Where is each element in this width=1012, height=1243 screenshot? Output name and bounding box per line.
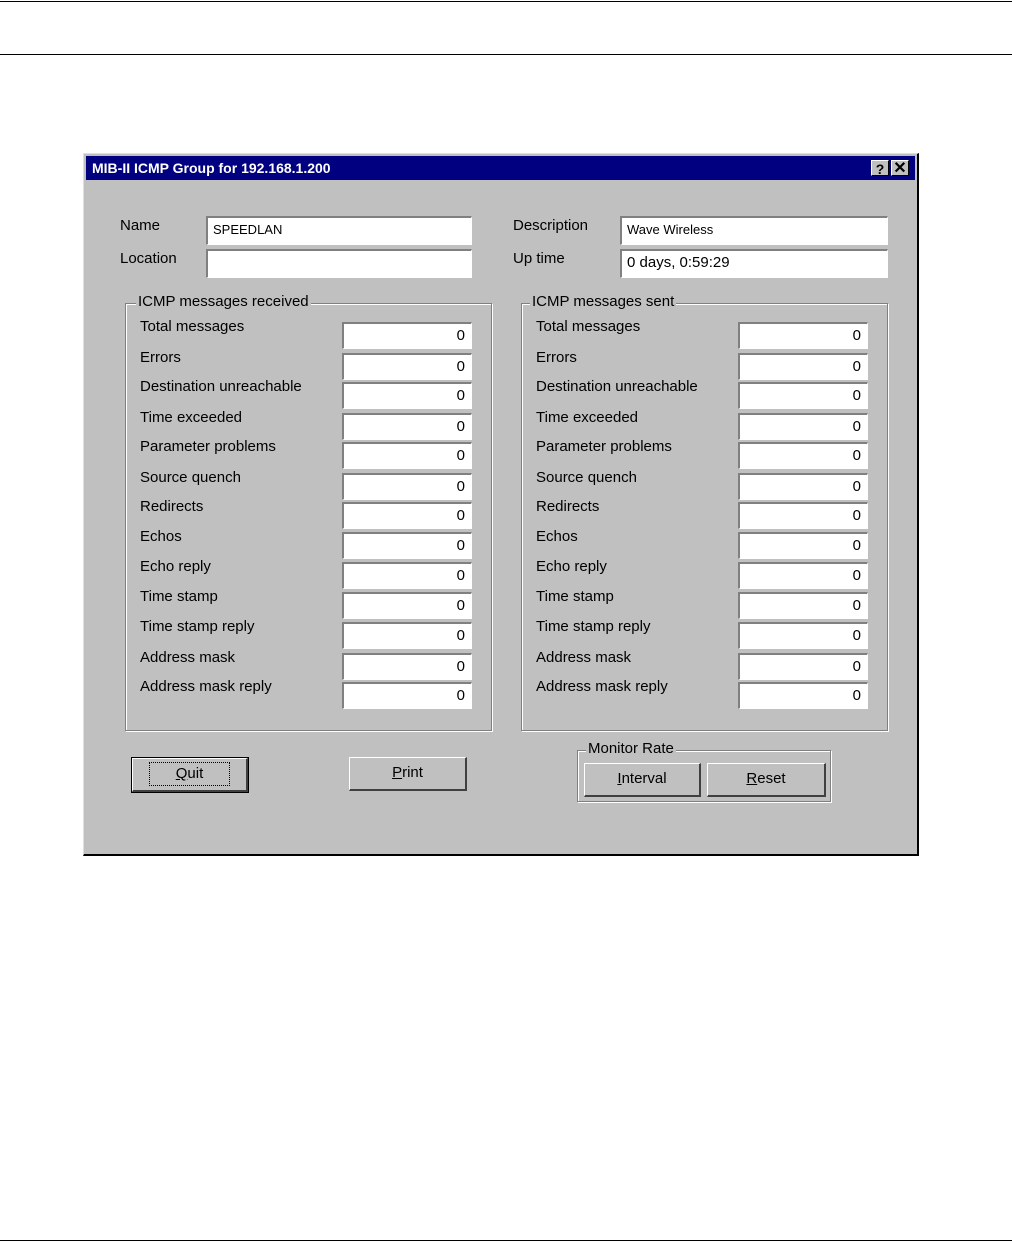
sent-group-title: ICMP messages sent xyxy=(532,293,675,310)
received-group xyxy=(125,293,492,731)
received-row-label: Time stamp xyxy=(140,588,218,605)
description-field[interactable]: Wave Wireless xyxy=(620,216,888,245)
sent-row xyxy=(522,378,887,405)
sent-row-value: 0 xyxy=(738,682,868,709)
sent-row-label: Destination unreachable xyxy=(536,378,698,395)
sent-row-label: Address mask reply xyxy=(536,678,668,695)
sent-row-label: Errors xyxy=(536,349,577,366)
reset-label: eset xyxy=(757,770,786,787)
sent-row-label: Address mask xyxy=(536,649,632,666)
top-rule xyxy=(0,1,1012,2)
sent-row-value: 0 xyxy=(738,653,868,680)
title-bar xyxy=(86,156,915,180)
sent-group xyxy=(521,293,888,731)
quit-mnemonic: Q xyxy=(175,765,188,782)
sent-row-label: Time exceeded xyxy=(536,409,638,426)
sent-row-value: 0 xyxy=(738,353,868,380)
icmp-dialog xyxy=(83,153,919,856)
received-row xyxy=(126,378,491,405)
sent-row xyxy=(522,528,887,555)
sent-row-label: Time stamp xyxy=(536,588,614,605)
sent-row xyxy=(522,469,887,496)
received-row-label: Redirects xyxy=(140,498,204,515)
received-row-value: 0 xyxy=(342,353,472,380)
reset-mnemonic: R xyxy=(746,770,758,787)
sent-row-value: 0 xyxy=(738,502,868,529)
sent-row xyxy=(522,618,887,645)
sent-row-value: 0 xyxy=(738,322,868,349)
close-icon: ✕ xyxy=(893,160,907,177)
received-row xyxy=(126,349,491,376)
sent-row xyxy=(522,409,887,436)
received-row-label: Time exceeded xyxy=(140,409,242,426)
print-mnemonic: P xyxy=(392,764,403,781)
uptime-field: 0 days, 0:59:29 xyxy=(620,249,888,278)
quit-button[interactable] xyxy=(132,758,248,792)
interval-label: nterval xyxy=(621,770,667,787)
header-rule xyxy=(0,54,1012,55)
received-row xyxy=(126,438,491,465)
sent-row xyxy=(522,498,887,525)
received-row-label: Total messages xyxy=(140,318,245,335)
sent-row-value: 0 xyxy=(738,532,868,559)
received-row xyxy=(126,409,491,436)
received-row xyxy=(126,318,491,345)
received-row-value: 0 xyxy=(342,562,472,589)
footer-rule xyxy=(0,1240,1012,1241)
monitor-rate-group xyxy=(577,740,831,802)
sent-row-label: Redirects xyxy=(536,498,600,515)
received-row xyxy=(126,558,491,585)
sent-row xyxy=(522,588,887,615)
received-row-label: Address mask reply xyxy=(140,678,272,695)
sent-row-label: Time stamp reply xyxy=(536,618,651,635)
location-label: Location xyxy=(120,250,177,267)
sent-row-value: 0 xyxy=(738,622,868,649)
location-field[interactable] xyxy=(206,249,472,278)
name-field[interactable]: SPEEDLAN xyxy=(206,216,472,245)
sent-row-value: 0 xyxy=(738,413,868,440)
received-row xyxy=(126,618,491,645)
print-button[interactable] xyxy=(349,757,467,791)
sent-row xyxy=(522,438,887,465)
sent-row xyxy=(522,678,887,705)
help-button[interactable] xyxy=(871,160,889,176)
interval-button[interactable] xyxy=(584,763,701,797)
sent-row xyxy=(522,649,887,676)
received-row xyxy=(126,528,491,555)
close-button[interactable] xyxy=(891,160,909,176)
sent-row xyxy=(522,558,887,585)
interval-mnemonic: I xyxy=(617,770,622,787)
quit-label: uit xyxy=(187,765,204,782)
sent-row-value: 0 xyxy=(738,592,868,619)
received-row-label: Source quench xyxy=(140,469,241,486)
received-row-value: 0 xyxy=(342,592,472,619)
sent-row-value: 0 xyxy=(738,562,868,589)
sent-row-label: Echo reply xyxy=(536,558,607,575)
sent-row-label: Echos xyxy=(536,528,578,545)
received-row-value: 0 xyxy=(342,622,472,649)
received-row-label: Errors xyxy=(140,349,181,366)
description-label: Description xyxy=(513,217,589,234)
received-row-label: Parameter problems xyxy=(140,438,276,455)
received-row-label: Destination unreachable xyxy=(140,378,302,395)
reset-button[interactable] xyxy=(707,763,826,797)
help-icon: ? xyxy=(875,161,885,177)
uptime-label: Up time xyxy=(513,250,565,267)
received-row xyxy=(126,678,491,705)
received-row-label: Time stamp reply xyxy=(140,618,255,635)
received-row xyxy=(126,649,491,676)
received-group-title: ICMP messages received xyxy=(138,293,309,310)
received-row-value: 0 xyxy=(342,682,472,709)
received-row-value: 0 xyxy=(342,502,472,529)
received-row xyxy=(126,498,491,525)
received-row-value: 0 xyxy=(342,532,472,559)
received-row-value: 0 xyxy=(342,473,472,500)
sent-row-value: 0 xyxy=(738,473,868,500)
received-row-value: 0 xyxy=(342,413,472,440)
received-row-label: Address mask xyxy=(140,649,236,666)
sent-row-label: Total messages xyxy=(536,318,641,335)
received-row-label: Echos xyxy=(140,528,182,545)
received-row-label: Echo reply xyxy=(140,558,211,575)
received-row xyxy=(126,469,491,496)
received-row-value: 0 xyxy=(342,442,472,469)
received-row-value: 0 xyxy=(342,322,472,349)
window-title: MIB-II ICMP Group for 192.168.1.200 xyxy=(92,160,331,176)
monitor-rate-title: Monitor Rate xyxy=(588,740,674,757)
received-row-value: 0 xyxy=(342,653,472,680)
name-label: Name xyxy=(120,217,161,234)
received-row xyxy=(126,588,491,615)
received-row-value: 0 xyxy=(342,382,472,409)
sent-row xyxy=(522,349,887,376)
sent-row-label: Source quench xyxy=(536,469,637,486)
sent-row-value: 0 xyxy=(738,442,868,469)
print-label: rint xyxy=(402,764,423,781)
sent-row-value: 0 xyxy=(738,382,868,409)
sent-row xyxy=(522,318,887,345)
sent-row-label: Parameter problems xyxy=(536,438,672,455)
